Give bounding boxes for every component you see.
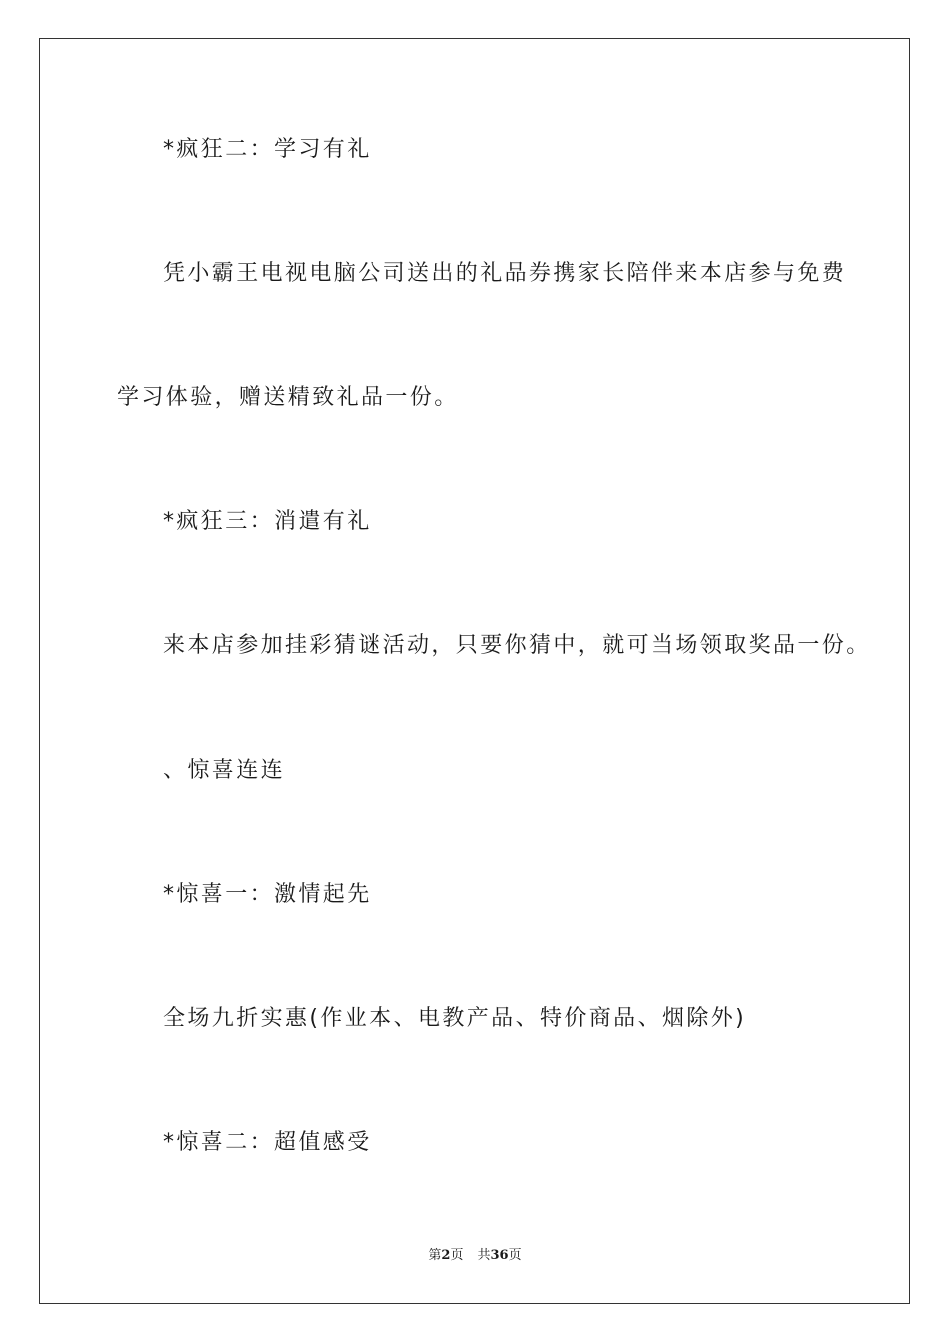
text-line-surprise-two: *惊喜二：超值感受	[163, 1130, 372, 1155]
footer-total-suffix: 页	[508, 1248, 522, 1263]
text-line-voucher: 凭小霸王电视电脑公司送出的礼品券携家长陪伴来本店参与免费	[163, 261, 847, 286]
text-line-crazy-three: *疯狂三：消遣有礼	[163, 509, 372, 534]
footer-total-prefix: 共	[477, 1248, 491, 1263]
text-line-crazy-two: *疯狂二：学习有礼	[163, 137, 372, 162]
footer-page-suffix: 页	[450, 1248, 464, 1263]
page-footer	[0, 1247, 950, 1265]
footer-page-prefix: 第	[428, 1248, 442, 1263]
text-line-discount: 全场九折实惠(作业本、电教产品、特价商品、烟除外)	[163, 1006, 747, 1031]
text-line-surprise-one: *惊喜一：激情起先	[163, 882, 372, 907]
text-line-riddle: 来本店参加挂彩猜谜活动，只要你猜中，就可当场领取奖品一份。	[163, 633, 871, 658]
section-heading-surprises: 、惊喜连连	[163, 758, 286, 783]
footer-total-number: 36	[490, 1248, 509, 1263]
footer-page-number: 2	[441, 1248, 451, 1263]
page-border	[39, 38, 910, 1304]
text-line-voucher-continued: 学习体验，赠送精致礼品一份。	[117, 385, 459, 410]
